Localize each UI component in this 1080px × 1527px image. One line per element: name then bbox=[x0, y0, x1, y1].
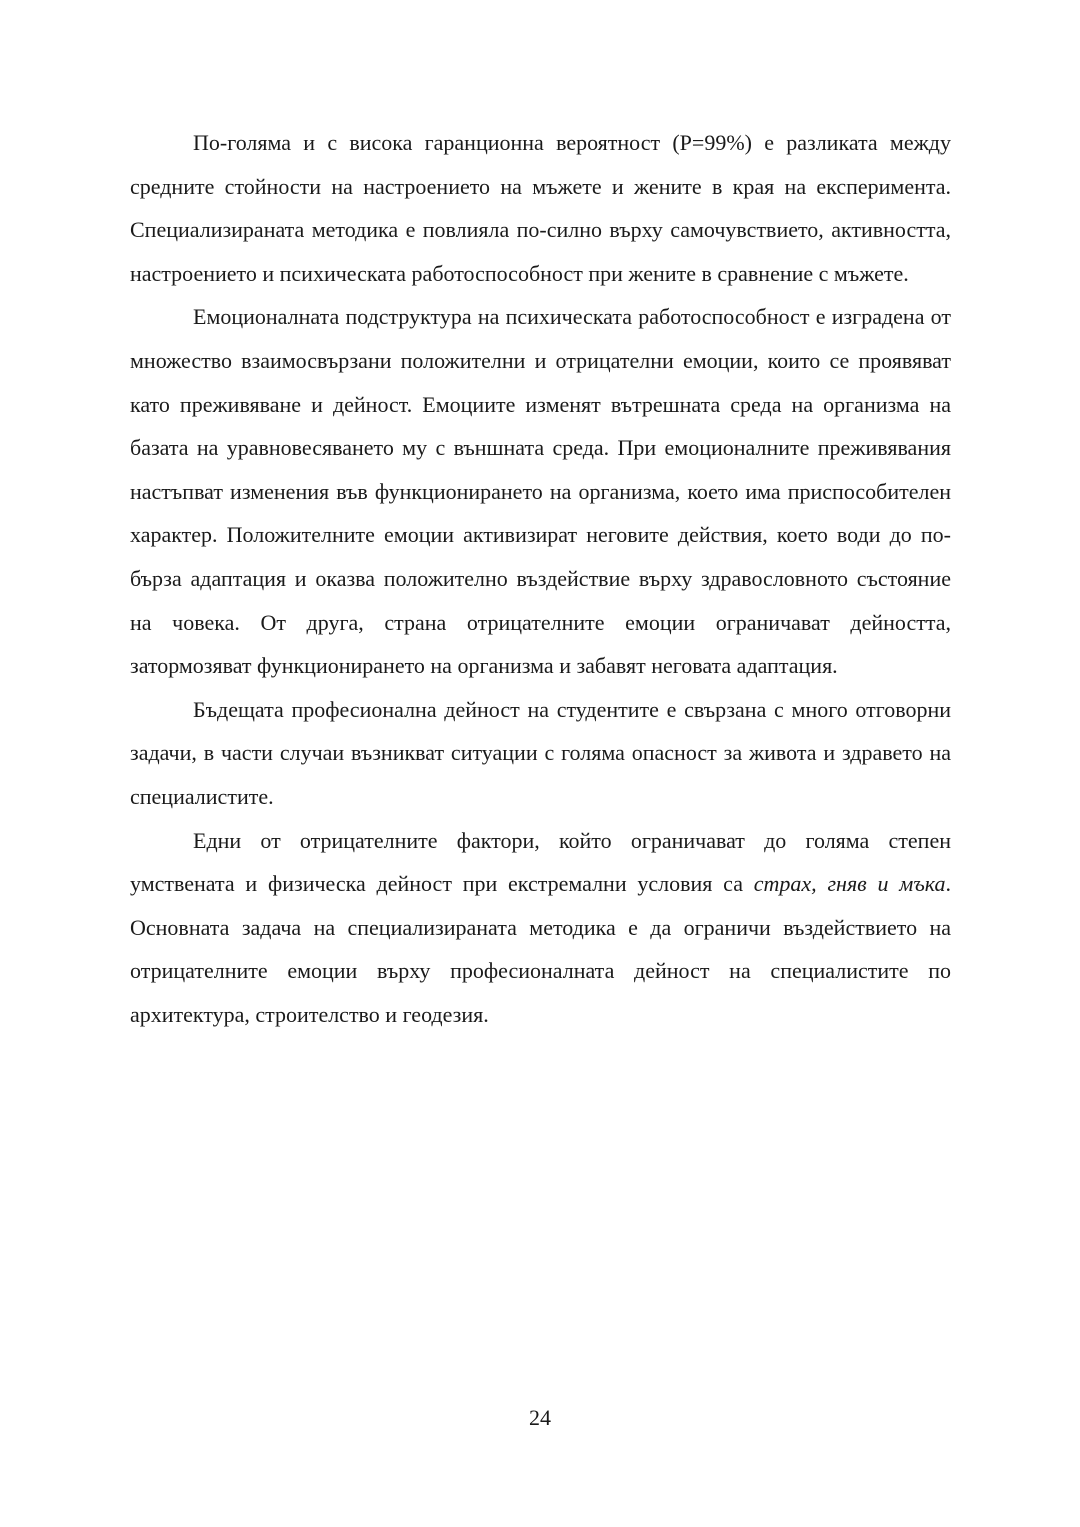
paragraph-2: Емоционалната подструктура на психическата работоспособност е изградена от множество взаимосвързани положителни и отрицателни емоции, които се проявяват като преживяване и дейност. Емоциите изменят вътрешната среда на организма на базата на уравновесяването му с външната среда. При емоционалните преживявания настъпват изменения във функционирането на организма, което има приспособителен характер. Положителните емоции активизират неговите действия, което води до по-бърза адаптация и оказва положително въздействие върху здравословното състояние на човека. От друга, страна отрицателните емоции ограничават дейността, затормозяват функционирането на организма и забавят неговата адаптация. bbox=[130, 304, 951, 679]
paragraph-1: По-голяма и с висока гаранционна вероятност (Р=99%) е разликата между средните стойности на настроението на мъжете и жените в края на експеримента. Специализираната методика е повлияла по-силно върху самочувствието, активността, настроението и психическата работоспособност при жените в сравнение с мъжете. bbox=[130, 130, 951, 286]
body-text bbox=[130, 121, 951, 1036]
paragraph-4 bbox=[130, 819, 951, 1037]
paragraph-4-emphasis: страх, гняв и мъка bbox=[753, 871, 946, 897]
paragraph-3: Бъдещата професионална дейност на студентите е свързана с много отговорни задачи, в части случаи възникват ситуации с голяма опасност за живота и здравето на специалистите. bbox=[130, 696, 951, 809]
page-number: 24 bbox=[529, 1405, 551, 1430]
paragraph-4-text-after: . Основната задача на специализираната методика е да ограничи въздействието на отрицателните емоции върху професионалната дейност на специалистите по архитектура, строителство и геодезия. bbox=[130, 871, 951, 1027]
paragraph-4-text-before: Едни от отрицателните фактори, който ограничават до голяма степен умствената и физическа дейност при екстремални условия са bbox=[130, 827, 951, 897]
